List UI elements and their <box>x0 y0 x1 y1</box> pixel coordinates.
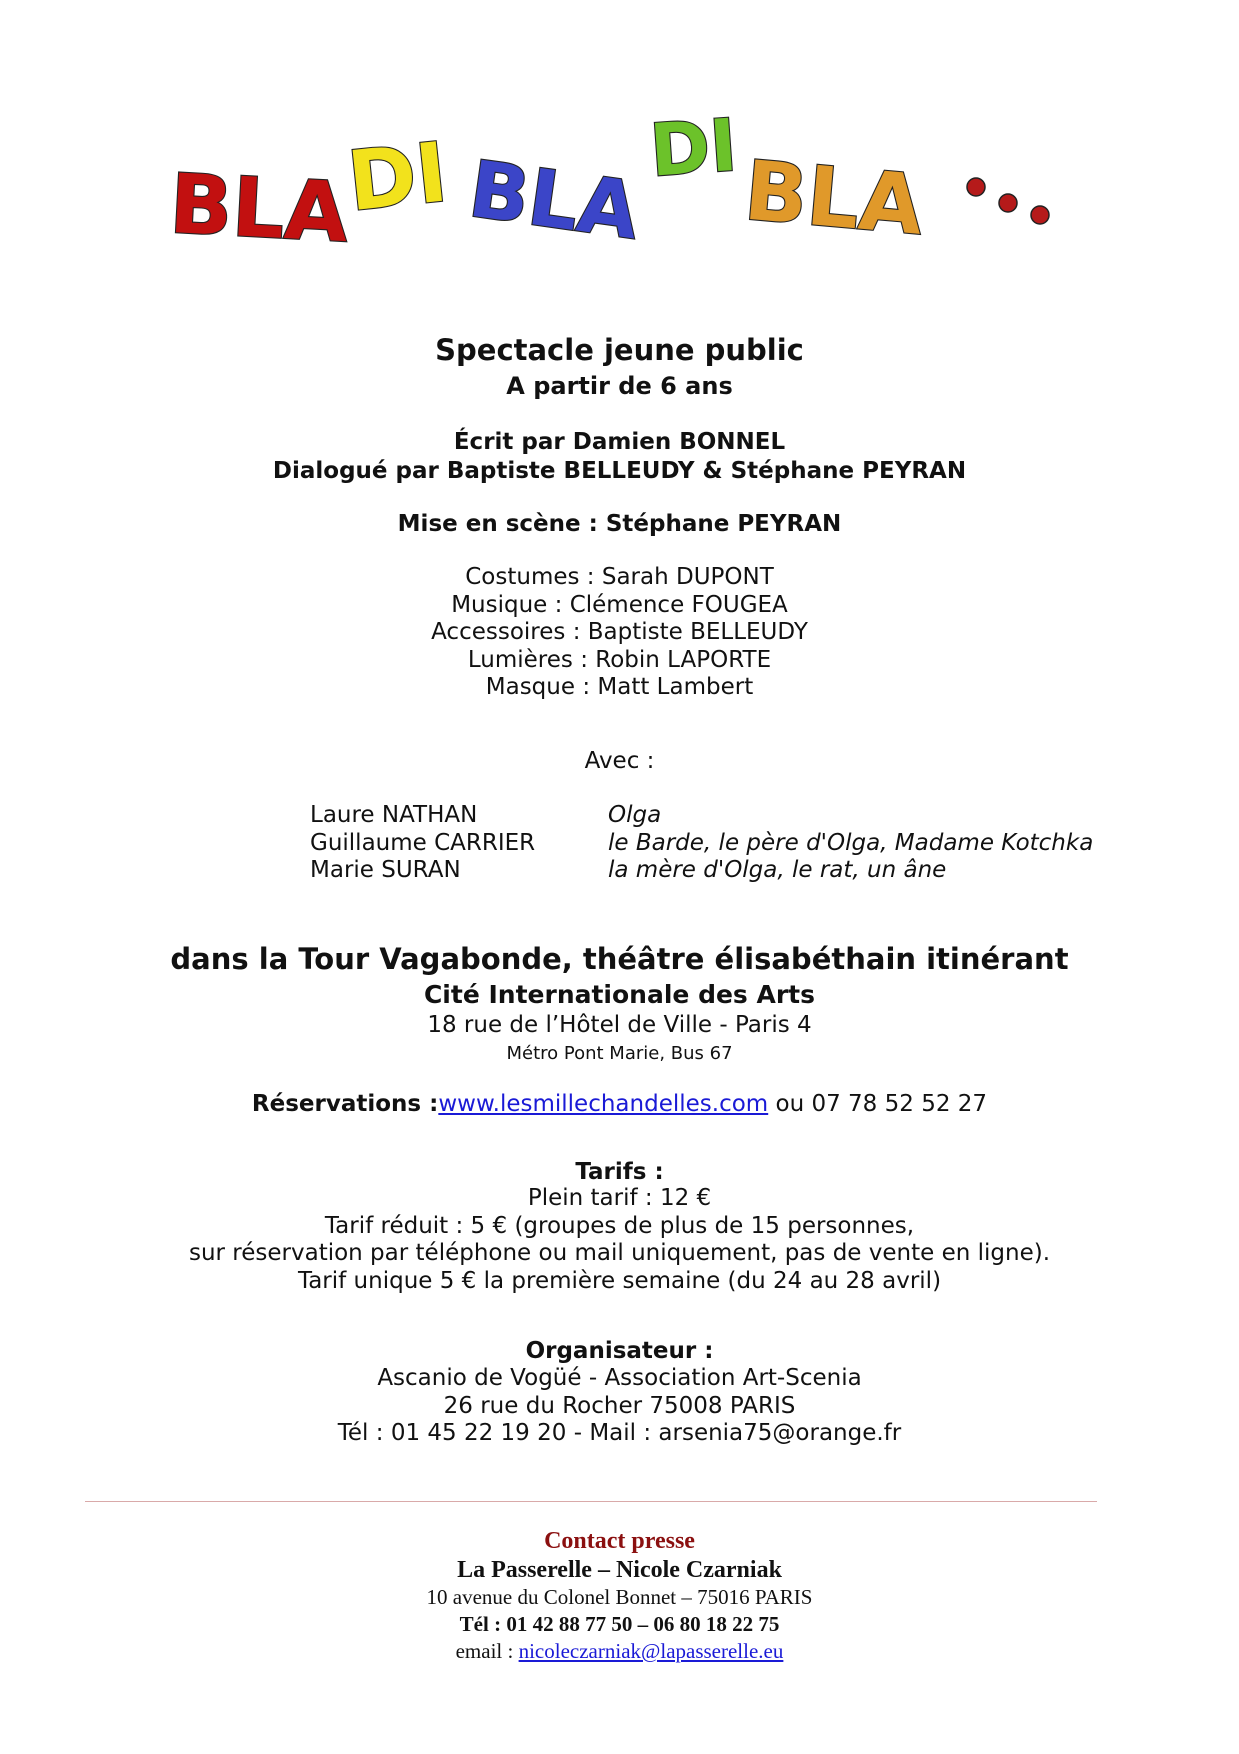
actor-name: Guillaume CARRIER <box>310 829 536 856</box>
reservations-link[interactable]: www.lesmillechandelles.com <box>438 1091 769 1117</box>
organizer-heading: Organisateur : <box>525 1338 714 1364</box>
actor-role: le Barde, le père d'Olga, Madame Kotchka <box>608 829 1094 856</box>
reservations-label: Réservations : <box>251 1091 439 1117</box>
logo-word-5: BLA <box>740 143 927 254</box>
actor-name: Laure NATHAN <box>310 802 478 828</box>
email-label: email : <box>455 1639 519 1663</box>
title-logo <box>167 85 1090 275</box>
organizer-details <box>0 1365 1239 1448</box>
organizer-line: Ascanio de Vogüé - Association Art-Scenia <box>377 1365 862 1391</box>
logo-artwork <box>167 85 1090 275</box>
tarifs-list <box>0 1185 1239 1295</box>
crew-item: Lumières : Robin LAPORTE <box>467 646 772 673</box>
crew-item: Accessoires : Baptiste BELLEUDY <box>431 619 808 645</box>
reservations-phone: ou 07 78 52 52 27 <box>768 1091 988 1117</box>
press-contact-address: 10 avenue du Colonel Bonnet – 75016 PARIS <box>426 1585 813 1609</box>
press-contact-phone: Tél : 01 42 88 77 50 – 06 80 18 22 75 <box>459 1612 780 1636</box>
logo-word-3: BLA <box>463 144 645 258</box>
credits <box>0 428 1239 486</box>
logo-word-1: BLA <box>167 156 351 262</box>
reservations <box>0 1090 1239 1119</box>
cast-row <box>310 857 1093 885</box>
press-contact <box>0 1557 1239 1665</box>
press-contact-email-line <box>0 1638 1239 1665</box>
age-notice: A partir de 6 ans <box>506 372 733 400</box>
dialogue-credit: Dialogué par Baptiste BELLEUDY & Stéphane PEYRAN <box>272 458 967 484</box>
actor-role: Olga <box>608 802 662 828</box>
logo-word-4: DI <box>647 102 740 193</box>
actor-role: la mère d'Olga, le rat, un âne <box>608 857 947 883</box>
cast-heading: Avec : <box>584 748 655 774</box>
direction-credit: Mise en scène : Stéphane PEYRAN <box>397 511 842 537</box>
cast-row <box>310 802 1093 830</box>
tarif-line: sur réservation par téléphone ou mail uniquement, pas de vente en ligne). <box>188 1240 1051 1266</box>
divider-rule <box>85 1501 1097 1502</box>
logo-dot <box>999 194 1017 212</box>
logo-word-2: DI <box>343 125 452 231</box>
press-contact-heading: Contact presse <box>544 1528 695 1554</box>
crew-item: Masque : Matt Lambert <box>485 674 754 700</box>
venue-name: Cité Internationale des Arts <box>423 980 816 1009</box>
organizer-line: 26 rue du Rocher 75008 PARIS <box>443 1392 796 1419</box>
venue-title: dans la Tour Vagabonde, théâtre élisabéthain itinérant <box>170 942 1069 976</box>
tarif-line: Tarif unique 5 € la première semaine (du 24 au 28 avril) <box>297 1267 942 1294</box>
logo-dot <box>1031 206 1049 224</box>
cast-row <box>310 830 1093 858</box>
actor-name: Marie SURAN <box>310 857 461 883</box>
cast-list <box>310 802 1093 885</box>
tarif-line: Plein tarif : 12 € <box>527 1185 712 1211</box>
crew-item: Costumes : Sarah DUPONT <box>465 564 774 590</box>
tarifs-heading: Tarifs : <box>575 1159 664 1185</box>
writer-credit: Écrit par Damien BONNEL <box>453 429 786 455</box>
crew-list <box>0 564 1239 702</box>
venue-address: 18 rue de l’Hôtel de Ville - Paris 4 <box>427 1012 812 1038</box>
venue-metro: Métro Pont Marie, Bus 67 <box>506 1043 733 1064</box>
show-title: Spectacle jeune public <box>435 333 804 367</box>
organizer-line: Tél : 01 45 22 19 20 - Mail : arsenia75@orange.fr <box>337 1420 902 1446</box>
tarif-line: Tarif réduit : 5 € (groupes de plus de 15 personnes, <box>324 1212 915 1239</box>
press-contact-name: La Passerelle – Nicole Czarniak <box>457 1557 782 1583</box>
press-contact-email-link[interactable]: nicoleczarniak@lapasserelle.eu <box>518 1639 784 1663</box>
logo-dot <box>967 178 985 196</box>
crew-item: Musique : Clémence FOUGEA <box>451 591 788 618</box>
